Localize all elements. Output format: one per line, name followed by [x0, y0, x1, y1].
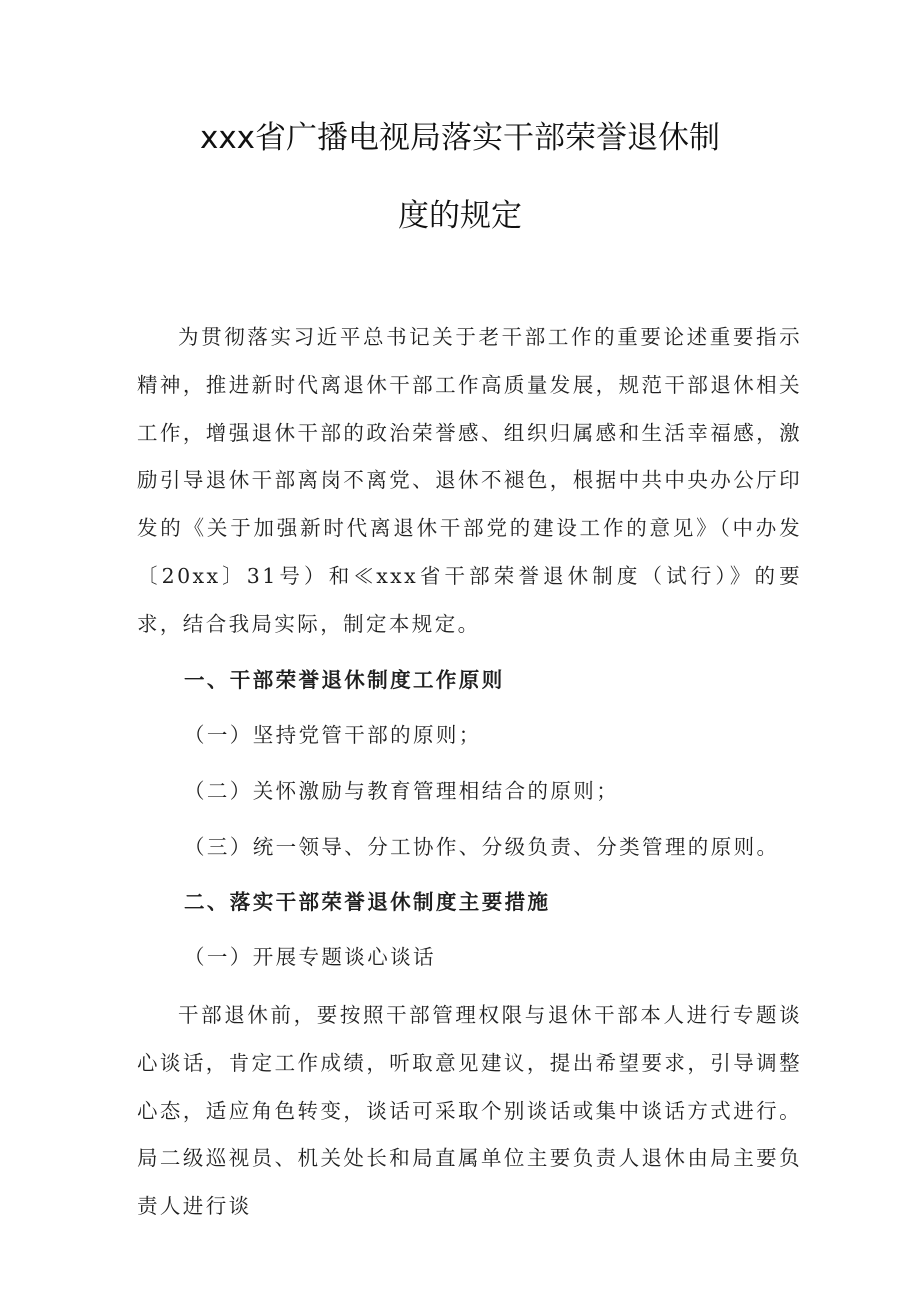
section-2-subheading-1: （一）开展专题谈心谈话 — [184, 945, 436, 969]
intro-paragraph: 为贯彻落实习近平总书记关于老干部工作的重要论述重要指示精神，推进新时代离退休干部工作高质量发展，规范干部退休相关工作，增强退休干部的政治荣誉感、组织归属感和生活幸福感，激励引导退休干部离岗不离党、退休不褪色，根据中共中央办公厅印发的《关于加强新时代离退休干部党的建设工作的意见》（中办发〔20xx〕31号）和≪xxx省干部荣誉退休制度（试行）》的要求，结合我局实际，制定本规定。 — [137, 325, 802, 636]
section-2-heading: 二、落实干部荣誉退休制度主要措施 — [184, 890, 551, 914]
section-1-item-1: （一）坚持党管干部的原则； — [184, 723, 482, 747]
section-2-paragraph: 干部退休前，要按照干部管理权限与退休干部本人进行专题谈心谈话，肯定工作成绩，听取意见建议，提出希望要求，引导调整心态，适应角色转变，谈话可采取个别谈话或集中谈话方式进行。局二级巡视员、机关处长和局直属单位主要负责人退休由局主要负责人进行谈 — [137, 1003, 802, 1219]
section-1-heading: 一、干部荣誉退休制度工作原则 — [184, 668, 505, 692]
section-1-item-2: （二）关怀激励与教育管理相结合的原则； — [184, 779, 620, 803]
document-title-line-2: 度的规定 — [398, 198, 522, 234]
document-title-line-1: xxx省广播电视局落实干部荣誉退休制 — [199, 120, 721, 156]
section-2-paragraph-block — [137, 992, 802, 1231]
section-1-item-3: （三）统一领导、分工协作、分级负责、分类管理的原则。 — [184, 835, 780, 859]
intro-paragraph-block — [137, 314, 802, 649]
